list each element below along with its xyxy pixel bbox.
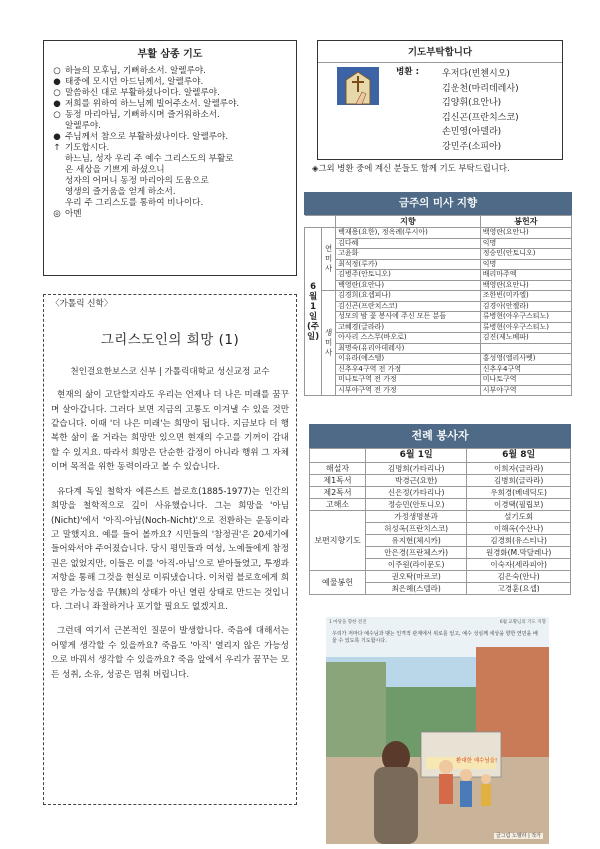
liturgy-role: 제2독서 [310,487,366,499]
mass-date: 6월1일(주일) [305,228,322,396]
mass-offerer: 류병현(아우구스티노) [480,312,571,323]
mass-row [305,385,572,396]
mass-intention: 최석정(루카) [336,259,481,270]
mass-intention: 김경희(요셉피나) [336,291,481,302]
article-author: 천인걸요한보스코 신부 | 가톨릭대학교 성신교정 교수 [70,367,270,378]
article-title: 그리스도인의 희망 (1) [100,332,240,348]
liturgy-prayer-role: 보편지향기도 [310,511,366,571]
mass-offerer: 익명 [480,259,571,270]
col-intention: 지향 [336,216,481,228]
mass-intention: 김신곤(프란치스코) [336,301,481,312]
mass-intention: 고윤화 [336,249,481,260]
illustration-header-left: 1 마당을 향한 전진 [329,620,367,625]
mass-intention: 이유라(에스텔) [336,354,481,365]
illustration-caption: 우리가 저마다 예수님과 맺는 인격적 관계에서 위로를 얻고, 예수 성심께 세상을 향한 연민을 배울 수 있도록 기도합시다. [332,631,538,644]
prayer-marker: ○ [53,65,61,76]
liturgy-row [310,463,571,475]
mass-intention: 아사리 스스무(바오로) [336,333,481,344]
liturgy-row [310,475,571,487]
mass-row [305,364,572,375]
praying-hands-icon [336,66,380,106]
liturgy-title: 전례 봉사자 [309,424,571,448]
illustration-header-right: 6월 교황님의 기도 지향 [499,620,546,625]
liturgy-body [310,463,571,595]
liturgy-server-a: 안은경(프란체스카) [366,547,467,559]
mass-intention: 신추우4구역 전 가정 [336,364,481,375]
liturgy-server-a: 김명희(가타리나) [366,463,467,475]
liturgy-server-a: 허성옥(프란치스코) [366,523,467,535]
liturgy-server-b: 이숙자(세라피아) [467,559,571,571]
liturgy-server-a: 정승민(안토니오) [366,499,467,511]
mass-intention: 김다혜 [336,238,481,249]
prayer-line [52,209,288,220]
liturgy-servers-table [309,424,571,595]
mass-offerer: 김진(제노베파) [480,333,571,344]
prayer-line [52,77,288,88]
mass-intention: 최명숙(유리아데레사) [336,343,481,354]
mass-intention: 시부야구역 전 가정 [336,385,481,396]
liturgy-server-a: 신은정(가타리나) [366,487,467,499]
mass-table-body [305,228,572,396]
mass-offerer: 홍성영(엘리사벳) [480,354,571,365]
mass-row [305,270,572,281]
mass-group: 연미사 [322,228,336,291]
liturgy-offering-role: 예물봉헌 [310,571,366,595]
liturgy-server-b: 원경화(M.막달레나) [467,547,571,559]
prayer-text: 동정 마리아님, 기뻐하시며 즐거워하소서. 알렐루야. [65,109,220,131]
prayer-marker: ● [53,131,61,142]
mass-offerer: 백영란(요안나) [480,280,571,291]
mass-row [305,322,572,333]
mass-offerer: 백영란(요안나) [480,228,571,239]
prayer-marker: ↑ [53,142,61,153]
mass-row [305,333,572,344]
patient-name: 손민영(아델라) [442,127,502,138]
prayer-marker: ◎ [53,208,61,219]
liturgy-offering-row [310,571,571,583]
mass-row [305,354,572,365]
liturgy-server-a: 유지현(체시카) [366,535,467,547]
prayer-text: 주님께서 참으로 부활하셨나이다. 알렐루야. [65,131,229,142]
prayer-line [52,66,288,77]
article-paragraph: 그런데 여기서 근본적인 질문이 발생합니다. 죽음에 대해서는 어떻게 생각할 수 있을까요? 죽음도 '아직' 열리지 않은 가능성으로 바꿔서 생각할 수 있을까요? 죽음 앞에서 우리가 꿈꾸는 모든 성취, 소유, 성공은 멈춰 버립니다. [51,626,289,680]
illustration-sign: 환대한 예수님을! [456,758,498,764]
patient-name: 김신곤(프란치스코) [442,112,519,123]
mass-table-blank-header [305,216,336,228]
mass-intention: 김병주(안토니오) [336,270,481,281]
liturgy-server-b: 고경훈(요셉) [467,583,571,595]
mass-intention: 미나토구역 전 가정 [336,375,481,386]
prayer-marker: ● [53,76,61,87]
mass-intention: 고혜경(글라라) [336,322,481,333]
mass-row [305,343,572,354]
liturgy-col1: 6월 1일 [366,449,467,463]
prayer-text: 아멘 [65,208,82,219]
mass-offerer: 조한빈(미카엘) [480,291,571,302]
liturgy-group-b: 설기도회 [467,511,571,523]
prayer-text: 저희를 위하여 하느님께 빌어주소서. 알렐루야. [65,98,240,109]
mass-row [305,280,572,291]
mass-intention: 성모의 밤 꽃 봉사에 주신 모든 분들 [336,312,481,323]
easter-prayer-lines [52,66,288,220]
mass-row [305,228,572,239]
liturgy-group-row [310,511,571,523]
article-paragraph: 유다계 독일 철학자 에른스트 블로흐(1885-1977)는 인간의 희망을 철학적으로 깊이 사유했습니다. 그는 희망을 '아님(Nicht)'에서 '아직-아님(Noch-Nicht)'으로 전환하는 운동이라고 말했지요. 예를 들어 볼까요? 시민들의 '참정권'은 20세기에 들어와서야 주어졌습니다. 당시 평민들과 여성, 노예들에게 참정권은 없었지만, 이들은 이를 '아직-아님'으로 받아들였고, 투쟁과 저항을 통해 그것을 현실로 이뤄냈습니다. 이처럼 블로흐에게 희망은 가능성을 무(無)의 상태가 아닌 열린 상태로 만드는 것입니다. 그러니 좌절하거나 포기할 필요도 없겠지요. [51,486,289,612]
liturgy-server-b: 이해옥(수산나) [467,523,571,535]
prayer-request-note: ◈그외 병환 중에 계신 분들도 함께 기도 부탁드립니다. [312,163,510,173]
prayer-line [52,88,288,99]
article-tag: 〈가톨릭 신학〉 [51,299,113,309]
liturgy-server-b: 우희경(베네딕도) [467,487,571,499]
prayer-request-box [317,40,563,160]
prayer-request-title: 기도부탁합니다 [318,47,562,63]
liturgy-server-a: 최은혜(스텔라) [366,583,467,595]
liturgy-row [310,487,571,499]
prayer-line [52,99,288,110]
liturgy-server-a: 이주원(라이문도) [366,559,467,571]
col-offerer: 봉헌자 [480,216,571,228]
liturgy-server-b: 김은숙(안나) [467,571,571,583]
liturgy-server-b: 김병희(글라라) [467,475,571,487]
mass-offerer [480,343,571,354]
mass-offerer: 시부야구역 [480,385,571,396]
mass-intention: 백재용(요한), 정옥례(루시아) [336,228,481,239]
mass-row [305,375,572,386]
mass-intention: 백영란(요안나) [336,280,481,291]
liturgy-col2: 6월 8일 [467,449,571,463]
article-body [51,388,289,682]
liturgy-server-a: 권오탁(마르코) [366,571,467,583]
mass-table-title: 금주의 미사 지향 [304,192,572,215]
liturgy-server-b: 김경희(유스티나) [467,535,571,547]
pope-prayer-illustration [326,617,549,844]
prayer-marker: ○ [53,109,61,120]
illness-names [442,67,519,155]
article-box [43,294,297,805]
prayer-line [52,110,288,132]
illness-label: 병환 : [396,67,420,77]
mass-row [305,238,572,249]
mass-row [305,291,572,302]
easter-prayer-title: 부활 삼종 기도 [137,49,203,60]
prayer-text: 말씀하신 대로 부활하셨나이다. 알렐루야. [65,87,220,98]
patient-name: 우저다(빈첸시오) [442,69,510,79]
liturgy-row [310,499,571,511]
mass-row [305,259,572,270]
liturgy-server-b: 이희자(글라라) [467,463,571,475]
liturgy-role: 고해소 [310,499,366,511]
mass-group: 생미사 [322,291,336,396]
prayer-text: 하늘의 모후님, 기뻐하소서. 알렐루야. [65,65,206,76]
mass-offerer: 류병현(아우구스티노) [480,322,571,333]
mass-offerer: 미나토구역 [480,375,571,386]
mass-offerer: 배리마주엑 [480,270,571,281]
liturgy-role: 해설자 [310,463,366,475]
prayer-line [52,143,288,209]
liturgy-blank-header [310,449,366,463]
mass-offerer: 신추우4구역 [480,364,571,375]
mass-offerer: 정승민(안토니오) [480,249,571,260]
liturgy-server-a: 박경근(요한) [366,475,467,487]
prayer-marker: ● [53,98,61,109]
prayer-marker: ○ [53,87,61,98]
mass-row [305,301,572,312]
liturgy-role: 제1독서 [310,475,366,487]
illustration-credit: 글그림 노벨라 | 작가 [495,832,541,839]
patient-name: 김운천(마리데레사) [442,83,519,94]
prayer-line [52,132,288,143]
prayer-text: 기도합시다. 하느님, 성자 우리 주 예수 그리스도의 부활로 온 세상을 기쁘게 하셨으니 성자의 어머니 동정 마리아의 도움으로 영생의 즐거움을 얻게 하소서. 우리 주 그리스도를 통하여 비나이다. [65,142,234,208]
liturgy-server-b: 이경택(필립보) [467,499,571,511]
liturgy-group-a: 가정생명분과 [366,511,467,523]
mass-row [305,312,572,323]
easter-prayer-box [43,40,297,276]
prayer-text: 태중에 모시던 아드님께서, 알렐루야. [65,76,204,87]
mass-offerer: 김경아(안젤라) [480,301,571,312]
mass-offerer: 익명 [480,238,571,249]
article-paragraph: 현재의 삶이 고단할지라도 우리는 언제나 더 나은 미래를 꿈꾸며 살아갑니다. 그러다 보면 지금의 고통도 이겨낼 수 있을 것만 같습니다. 이때 '더 나은 미래'는 희망이 됩니다. 지금보다 더 행복한 삶이 올 거라는 희망만 있으면 현재의 수고를 기꺼이 감내할 수 있지요. 따라서 희망은 단순한 감정이 아니라 행위 그 자체이며 목적을 위한 동력이라고 볼 수 있습니다. [51,390,289,473]
patient-name: 강민주(소피아) [442,141,502,152]
patient-name: 김양휘(요안나) [442,98,502,109]
mass-row [305,249,572,260]
illustration-scene [326,617,549,844]
mass-intention-table [304,192,572,396]
